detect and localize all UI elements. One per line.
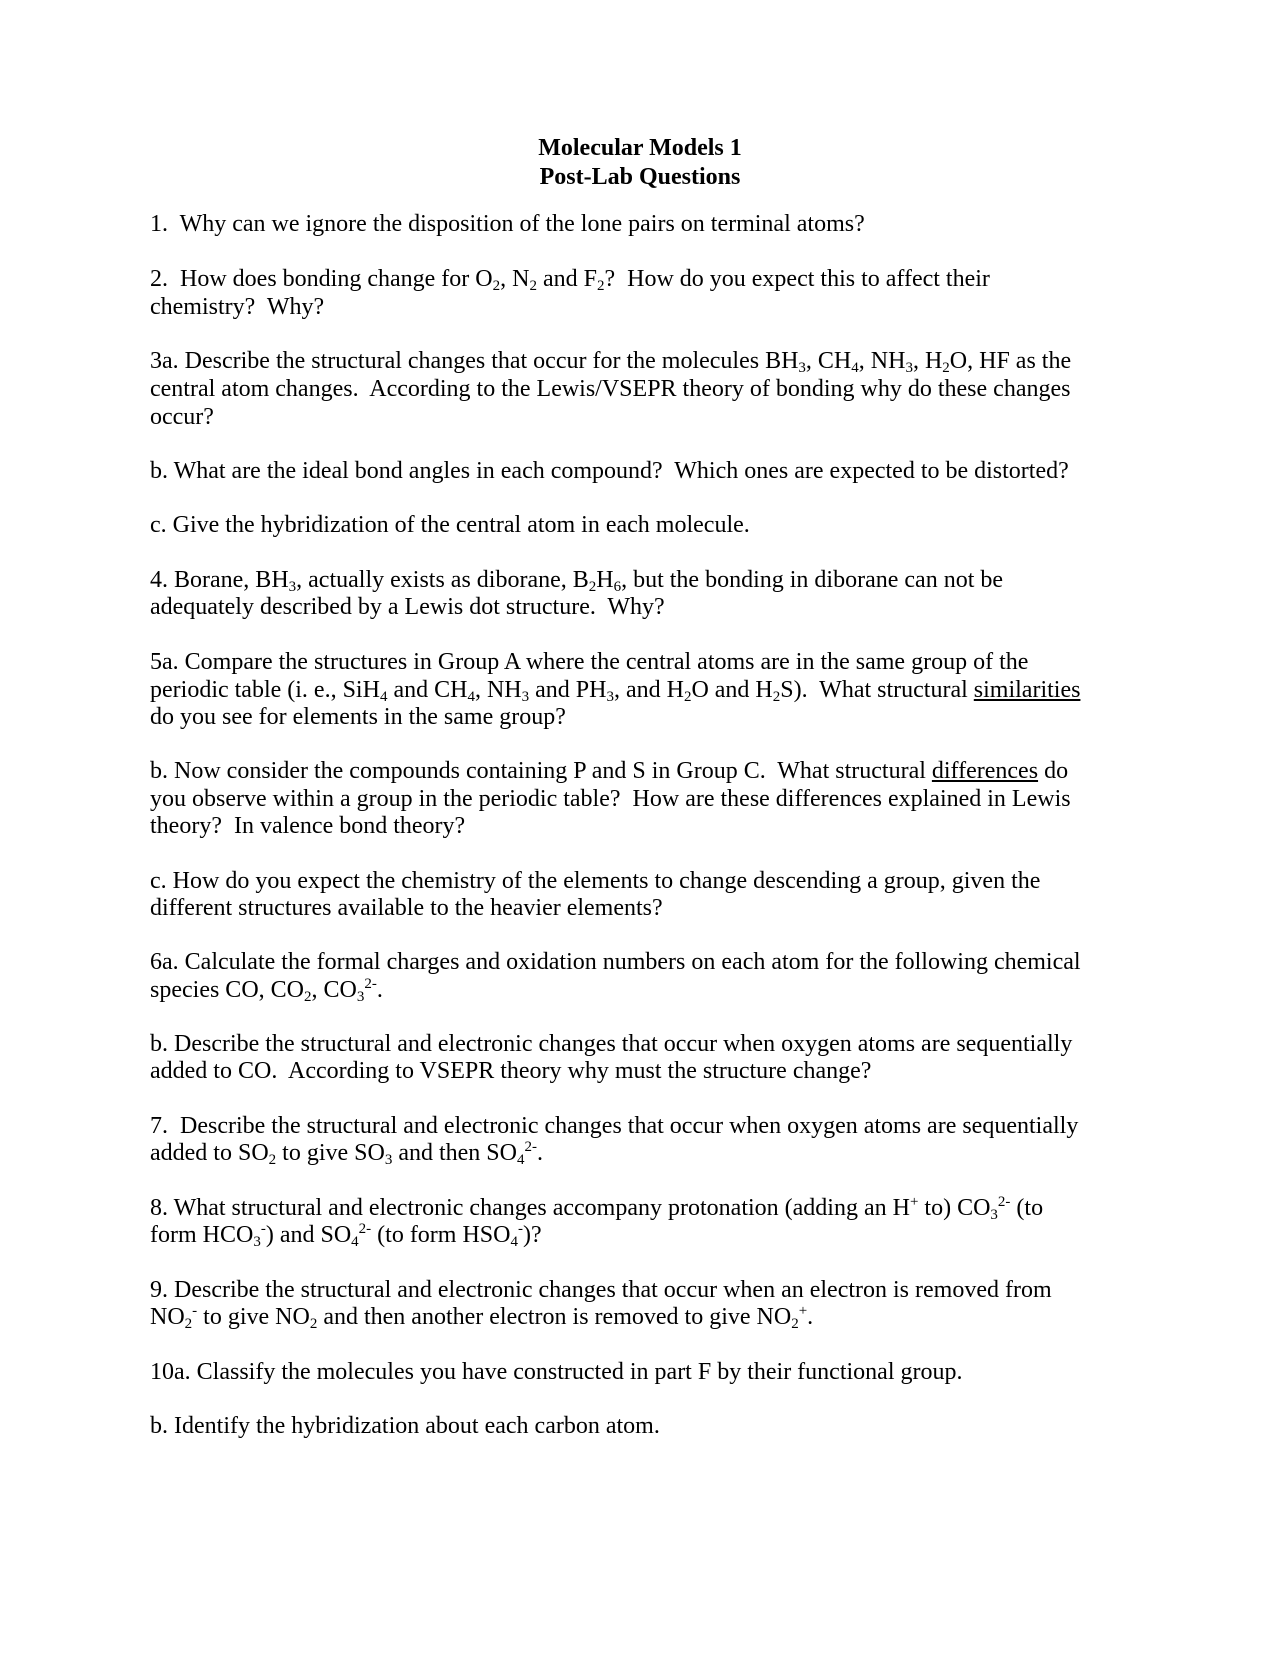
document-title: Molecular Models 1	[538, 135, 742, 161]
question-10b: b. Identify the hybridization about each carbon atom.	[150, 1413, 660, 1439]
question-3b: b. What are the ideal bond angles in each compound? Which ones are expected to be distorted?	[150, 458, 1069, 484]
question-10a: 10a. Classify the molecules you have constructed in part F by their functional group.	[150, 1359, 963, 1385]
document-page: Molecular Models 1 Post-Lab Questions 1. Why can we ignore the disposition of the lone pairs on terminal atoms? 2. How does bonding change for $O_2$, $N_2$ and $F_2$? How do you expect this to affect their chemistry? Why? 3a. Describe the structural changes that occur for the molecules $BH_3$, $CH_4$, $NH_3$, $H_2O$, HF as the central atom changes. According to the Lewis/VSEPR theory of bonding why do these changes occur? b. What are the ideal bond angles in each compound? Which ones are expected to be distorted? c. Give the hybridization of the central atom in each molecule. 4. Borane, $BH_3$, actually exists as diborane, $B_2H_6$, but the bonding in diborane can not be adequately described by a Lewis dot structure. Why? 5a. Compare the structures in Group A where the central atoms are in the same group of the periodic table (i. e., SiH$_4$ and $CH_4$, $NH_3$ and $PH_3$, and $H_2O$ and $H_2S$). What structural similarities do you see for elements in the same group? b. Now consider the compounds containing P and S in Group C. What structural differences do you observe within a group in the periodic table? How are these differences explained in Lewis theory? In valence bond theory? c. How do you expect the chemistry of the elements to change descending a group, given the different structures available to the heavier elements? 6a. Calculate the formal charges and oxidation numbers on each atom for the following chemical species CO, $CO_2$, $CO_3^{2-}$. b. Describe the structural and electronic changes that occur when oxygen atoms are sequentially added to CO. According to VSEPR theory why must the structure change? 7. Describe the structural and electronic changes that occur when oxygen atoms are sequentially added to $SO_2$ to give $SO_3$ and then $SO_4^{2-}$. 8. What structural and electronic changes accompany protonation (adding an H+ to) $CO_3^{2-}$ (to form $HCO_3^-$) and $SO_4^{2-}$ (to form $HSO_4^-$)? 9. Describe the structural and electronic changes that occur when an electron is removed from $NO_2^-$ to give $NO_2$ and then another electron is removed to give $NO_2^+$. 10a. Classify the molecules you have constructed in part F by their functional group. b. Identify the hybridization about each carbon atom.	[0, 0, 1280, 1656]
question-1: 1. Why can we ignore the disposition of the lone pairs on terminal atoms?	[150, 211, 865, 237]
document-subtitle: Post-Lab Questions	[539, 164, 741, 190]
question-3c: c. Give the hybridization of the central atom in each molecule.	[150, 512, 750, 538]
